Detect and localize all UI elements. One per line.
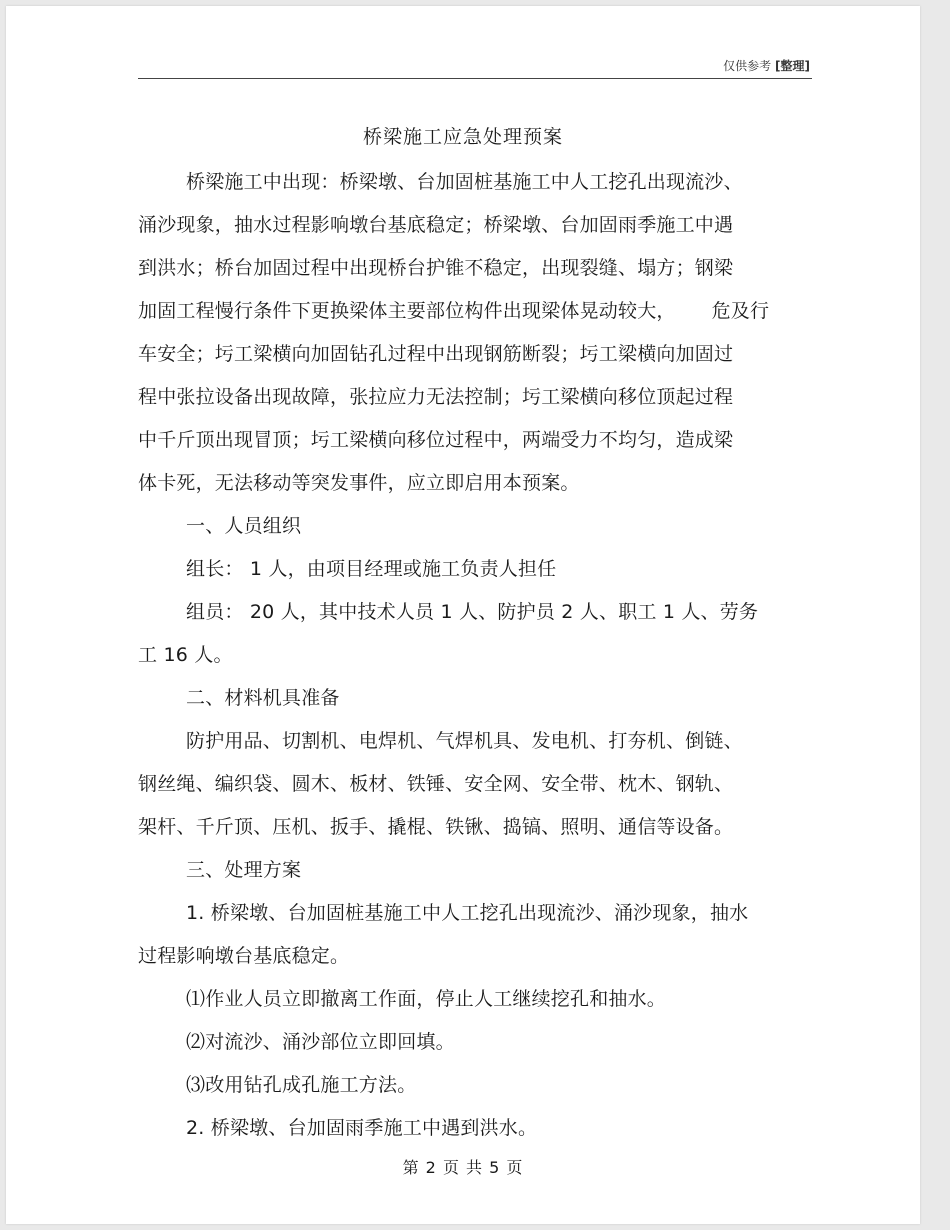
plan-item-2: 2. 桥梁墩、台加固雨季施工中遇到洪水。 xyxy=(186,1117,538,1139)
plan-item-1-line-2: 过程影响墩台基底稳定。 xyxy=(138,945,350,967)
header-tag: [整理] xyxy=(775,59,810,73)
equipment-line-1: 防护用品、切割机、电焊机、气焊机具、发电机、打夯机、倒链、 xyxy=(186,730,743,752)
header-note: 仅供参考 xyxy=(723,59,772,73)
leader-line: 组长： 1 人，由项目经理或施工负责人担任 xyxy=(186,558,557,580)
equipment-line-2: 钢丝绳、编织袋、圆木、板材、铁锤、安全网、安全带、枕木、钢轨、 xyxy=(138,773,734,795)
members-line-2: 工 16 人。 xyxy=(138,644,233,666)
intro-line-8: 体卡死，无法移动等突发事件，应立即启用本预案。 xyxy=(138,472,580,494)
document-page xyxy=(6,6,920,1224)
footer-page-number: 2 xyxy=(425,1158,437,1177)
footer-suffix: 页 xyxy=(506,1158,524,1177)
intro-line-2: 涌沙现象，抽水过程影响墩台基底稳定；桥梁墩、台加固雨季施工中遇 xyxy=(138,214,734,236)
page-footer xyxy=(6,1155,920,1178)
footer-middle: 页 共 xyxy=(442,1158,484,1177)
intro-line-4-text: 加固工程慢行条件下更换梁体主要部位构件出现梁体晃动较大， xyxy=(138,300,676,322)
intro-line-1: 桥梁施工中出现：桥梁墩、台加固桩基施工中人工挖孔出现流沙、 xyxy=(186,171,743,193)
document-title: 桥梁施工应急处理预案 xyxy=(362,126,563,148)
section-1-heading: 一、人员组织 xyxy=(186,515,302,537)
intro-line-6: 程中张拉设备出现故障，张拉应力无法控制；圬工梁横向移位顶起过程 xyxy=(138,386,734,408)
footer-prefix: 第 xyxy=(402,1158,420,1177)
intro-line-7: 中千斤顶出现冒顶；圬工梁横向移位过程中，两端受力不均匀，造成梁 xyxy=(138,429,734,451)
plan-subitem-1: ⑴作业人员立即撤离工作面，停止人工继续挖孔和抽水。 xyxy=(186,988,667,1010)
intro-line-4 xyxy=(138,296,769,323)
intro-line-4-tail: 危及行 xyxy=(711,300,770,322)
plan-subitem-2: ⑵对流沙、涌沙部位立即回填。 xyxy=(186,1031,455,1053)
section-2-heading: 二、材料机具准备 xyxy=(186,687,340,709)
intro-line-3: 到洪水；桥台加固过程中出现桥台护锥不稳定，出现裂缝、塌方；钢梁 xyxy=(138,257,734,279)
equipment-line-3: 架杆、千斤顶、压机、扳手、撬棍、铁锹、捣镐、照明、通信等设备。 xyxy=(138,816,734,838)
footer-total-pages: 5 xyxy=(489,1158,501,1177)
page-header xyxy=(138,57,810,74)
intro-line-5: 车安全；圬工梁横向加固钻孔过程中出现钢筋断裂；圬工梁横向加固过 xyxy=(138,343,734,365)
plan-item-1-line-1: 1. 桥梁墩、台加固桩基施工中人工挖孔出现流沙、涌沙现象，抽水 xyxy=(186,902,749,924)
section-3-heading: 三、处理方案 xyxy=(186,859,302,881)
header-divider xyxy=(138,78,812,79)
members-line-1: 组员： 20 人，其中技术人员 1 人、防护员 2 人、职工 1 人、劳务 xyxy=(186,601,759,623)
plan-subitem-3: ⑶改用钻孔成孔施工方法。 xyxy=(186,1074,417,1096)
